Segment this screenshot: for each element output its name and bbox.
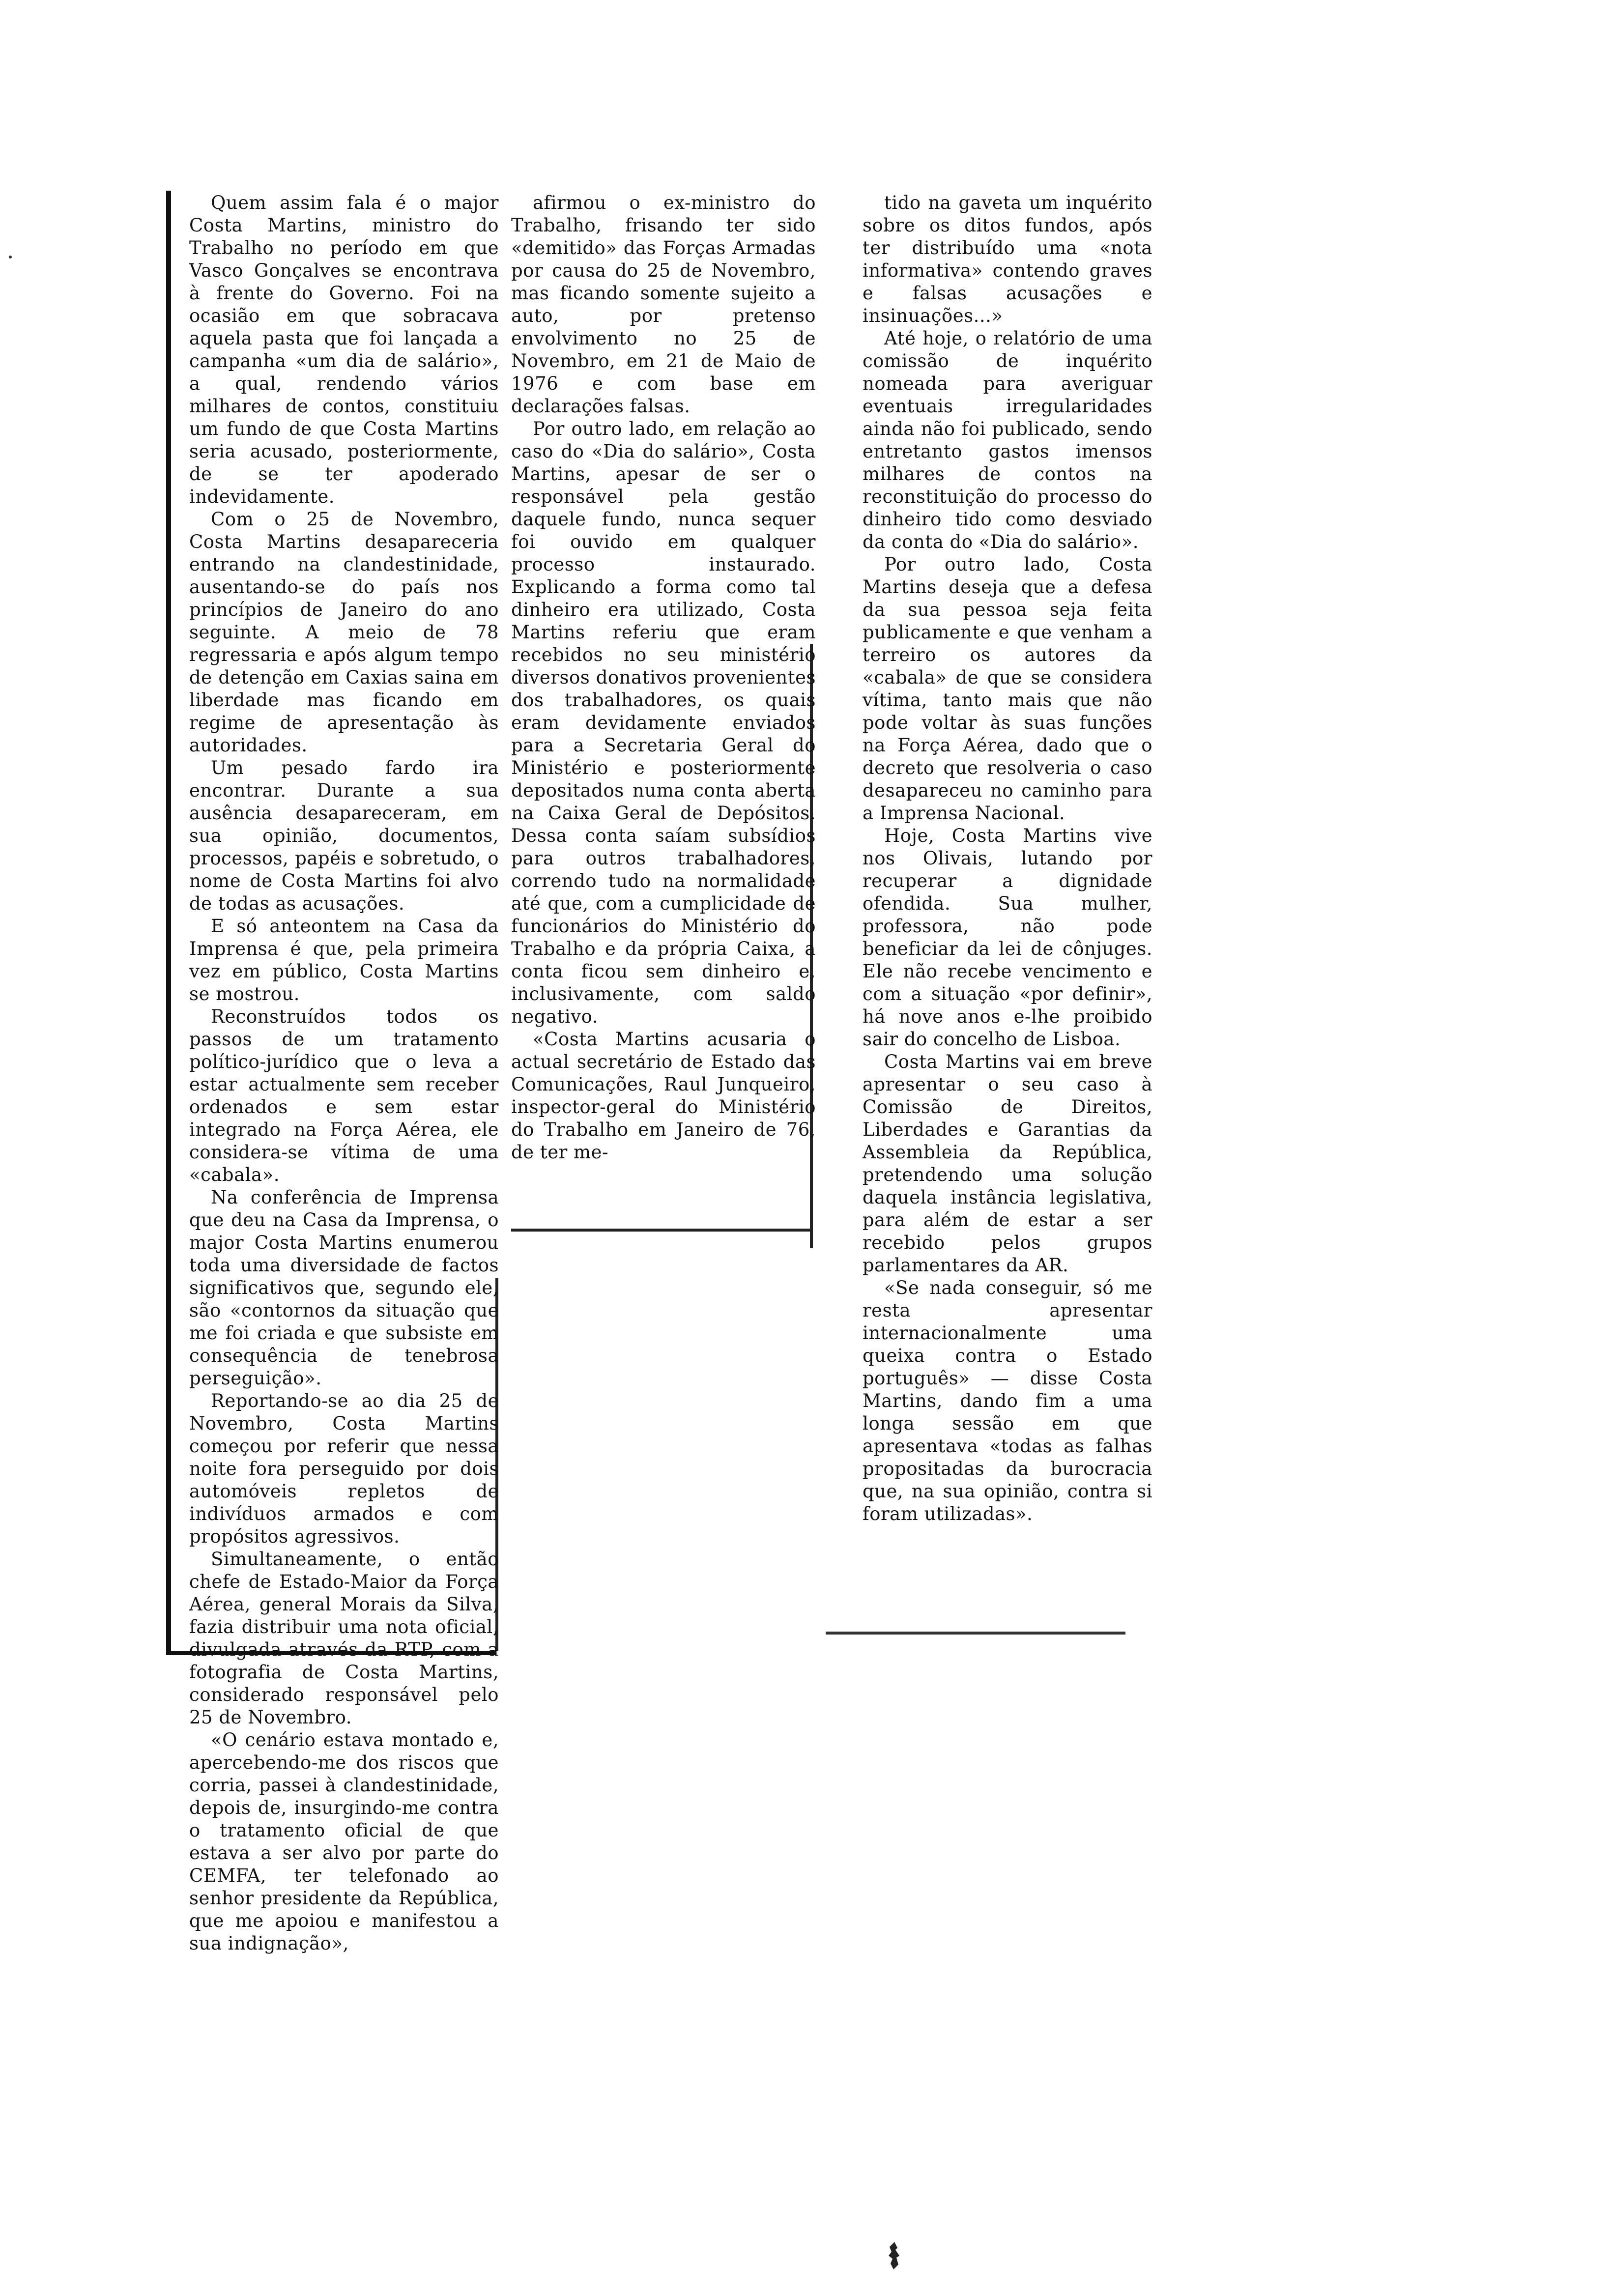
column-3-border-bottom [826,1632,1125,1635]
article-column-2 [511,192,816,1164]
paragraph: Na conferência de Imprensa que deu na Casa da Imprensa, o major Costa Martins enumerou toda uma diversidade de factos significativos que, segundo ele, são «contornos da situação que me foi criada e que subsiste em consequência de tenebrosa perseguição». [189,1187,499,1389]
paragraph: Costa Martins vai em breve apresentar o seu caso à Comissão de Direitos, Liberdades e Garantias da Assembleia da República, pretendendo uma solução daquela instância legislativa, para além de estar a ser recebido pelos grupos parlamentares da AR. [863,1051,1152,1276]
scan-mark-icon [885,2241,904,2270]
article-column-3 [863,192,1152,1525]
paragraph: Até hoje, o relatório de uma comissão de inquérito nomeada para averiguar eventuais irregularidades ainda não foi publicado, sendo entretanto gastos imensos milhares de contos na reconstituição do processo do dinheiro tido como desviado da conta do «Dia do salário». [863,328,1152,552]
paragraph: «Se nada conseguir, só me resta apresentar internacionalmente uma queixa contra o Estado português» — disse Costa Martins, dando fim a uma longa sessão em que apresentava «todas as falhas propositadas da burocracia que, na sua opinião, contra si foram utilizadas». [863,1277,1152,1524]
paragraph: afirmou o ex-ministro do Trabalho, frisando ter sido «demitido» das Forças Armadas por causa do 25 de Novembro, mas ficando somente sujeito a auto, por pretenso envolvimento no 25 de Novembro, em 21 de Maio de 1976 e com base em declarações falsas. [511,192,816,417]
paragraph: Com o 25 de Novembro, Costa Martins desapareceria entrando na clandestinidade, ausentando-se do país nos princípios de Janeiro do ano seguinte. A meio de 78 regressaria e após algum tempo de detenção em Caxias saina em liberdade mas ficando em regime de apresentação às autoridades. [189,509,499,756]
paragraph: Hoje, Costa Martins vive nos Olivais, lutando por recuperar a dignidade ofendida. Sua mulher, professora, não pode beneficiar da lei de cônjuges. Ele não recebe vencimento e com a situação «por definir», há nove anos e-lhe proibido sair do concelho de Lisboa. [863,825,1152,1050]
scan-margin-speck [9,256,12,258]
paragraph: Por outro lado, em relação ao caso do «Dia do salário», Costa Martins, apesar de ser o responsável pela gestão daquele fundo, nunca sequer foi ouvido em qualquer processo instaurado. Explicando a forma como tal dinheiro era utilizado, Costa Martins referiu que eram recebidos no seu ministério diversos donativos provenientes dos trabalhadores, os quais eram devidamente enviados para a Secretaria Geral do Ministério e posteriormente depositados numa conta aberta na Caixa Geral de Depósitos. Dessa conta saíam subsídios para outros trabalhadores, correndo tudo na normalidade até que, com a cumplicidade de funcionários do Ministério do Trabalho e da própria Caixa, a conta ficou sem dinheiro e, inclusivamente, com saldo negativo. [511,418,816,1027]
paragraph: «O cenário estava montado e, apercebendo-me dos riscos que corria, passei à clandestinidade, depois de, insurgindo-me contra o tratamento oficial de que estava a ser alvo por parte do CEMFA, ter telefonado ao senhor presidente da República, que me apoiou e manifestou a sua indignação», [189,1729,499,1954]
column-border-left [166,191,171,1655]
paragraph: tido na gaveta um inquérito sobre os ditos fundos, após ter distribuído uma «nota informativa» contendo graves e falsas acusações e insinuações...» [863,192,1152,326]
paragraph: Reportando-se ao dia 25 de Novembro, Costa Martins começou por referir que nessa noite fora perseguido por dois automóveis repletos de indivíduos armados e com propósitos agressivos. [189,1390,499,1547]
paragraph: Um pesado fardo ira encontrar. Durante a sua ausência desapareceram, em sua opinião, documentos, processos, papéis e sobretudo, o nome de Costa Martins foi alvo de todas as acusações. [189,757,499,914]
paragraph: Por outro lado, Costa Martins deseja que a defesa da sua pessoa seja feita publicamente e que venham a terreiro os autores da «cabala» de que se considera vítima, tanto mais que não pode voltar às suas funções na Força Aérea, dado que o decreto que resolveria o caso desapareceu no caminho para a Imprensa Nacional. [863,554,1152,824]
paragraph: Quem assim fala é o major Costa Martins, ministro do Trabalho no período em que Vasco Gonçalves se encontrava à frente do Governo. Foi na ocasião em que sobracava aquela pasta que foi lançada a campanha «um dia de salário», a qual, rendendo vários milhares de contos, constituiu um fundo de que Costa Martins seria acusado, posteriormente, de se ter apoderado indevidamente. [189,192,499,507]
paragraph: «Costa Martins acusaria o actual secretário de Estado das Comunicações, Raul Junqueiro, inspector-geral do Ministério do Trabalho em Janeiro de 76, de ter me- [511,1029,816,1163]
column-2-border-bottom [511,1229,813,1232]
article-column-1 [189,192,499,1955]
paragraph: Simultaneamente, o então chefe de Estado-Maior da Força Aérea, general Morais da Silva, fazia distribuir uma nota oficial, divulgada através da RTP, com a fotografia de Costa Martins, considerado responsável pelo 25 de Novembro. [189,1549,499,1728]
paragraph: Reconstruídos todos os passos de um tratamento político-jurídico que o leva a estar actualmente sem receber ordenados e sem estar integrado na Força Aérea, ele considera-se vítima de uma «cabala». [189,1006,499,1185]
paragraph: E só anteontem na Casa da Imprensa é que, pela primeira vez em público, Costa Martins se mostrou. [189,916,499,1004]
